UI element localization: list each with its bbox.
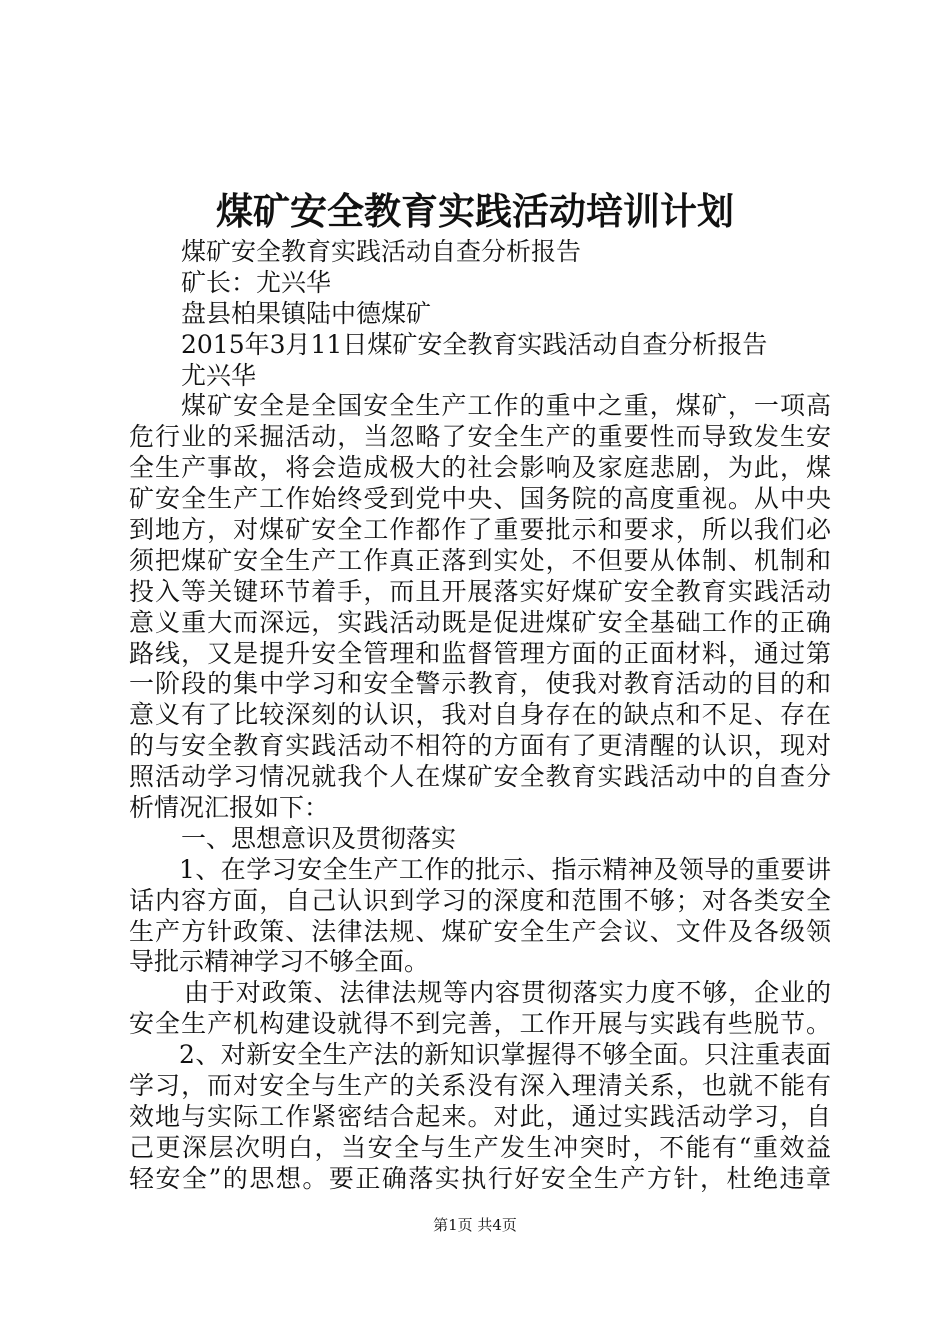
paragraph-line: 析情况汇报如下：: [129, 793, 330, 823]
paragraph-line: 危行业的采掘活动，当忽略了安全生产的重要性而导致发生安: [129, 422, 831, 452]
paragraph-line: 的与安全教育实践活动不相符的方面有了更清醒的认识，现对: [129, 731, 831, 761]
paragraph-line: 到地方，对煤矿安全工作都作了重要批示和要求，所以我们必: [129, 515, 831, 545]
paragraph-line: 导批示精神学习不够全面。: [129, 947, 430, 977]
paragraph-line: 安全生产机构建设就得不到完善，工作开展与实践有些脱节。: [129, 1009, 831, 1039]
organization-line: 盘县柏果镇陆中德煤矿: [181, 298, 432, 328]
paragraph-line: 效地与实际工作紧密结合起来。对此，通过实践活动学习，自: [129, 1101, 831, 1131]
paragraph-line: 轻安全”的思想。要正确落实执行好安全生产方针，杜绝违章: [129, 1163, 831, 1193]
date-line: 2015年3月11日煤矿安全教育实践活动自查分析报告: [181, 329, 768, 359]
paragraph-line: 生产方针政策、法律法规、煤矿安全生产会议、文件及各级领: [129, 916, 831, 946]
paragraph-line: 投入等关键环节着手，而且开展落实好煤矿安全教育实践活动: [129, 576, 831, 606]
paragraph-line: 2、对新安全生产法的新知识掌握得不够全面。只注重表面: [179, 1040, 831, 1070]
paragraph-line: 己更深层次明白，当安全与生产发生冲突时，不能有“重效益: [129, 1132, 831, 1162]
paragraph-line: 全生产事故，将会造成极大的社会影响及家庭悲剧，为此，煤: [129, 453, 831, 483]
author-line: 矿长：尤兴华: [181, 267, 332, 297]
author-name-line: 尤兴华: [181, 360, 257, 390]
paragraph-line: 由于对政策、法律法规等内容贯彻落实力度不够，企业的: [184, 978, 831, 1008]
section-heading: 一、思想意识及贯彻落实: [181, 823, 457, 853]
paragraph-line: 意义有了比较深刻的认识，我对自身存在的缺点和不足、存在: [129, 700, 831, 730]
paragraph-line: 学习，而对安全与生产的关系没有深入理清关系，也就不能有: [129, 1071, 831, 1101]
paragraph-line: 矿安全生产工作始终受到党中央、国务院的高度重视。从中央: [129, 484, 831, 514]
document-body: [129, 237, 831, 1195]
paragraph-line: 意义重大而深远，实践活动既是促进煤矿安全基础工作的正确: [129, 607, 831, 637]
document-title: 煤矿安全教育实践活动培训计划: [216, 189, 734, 233]
subtitle-line: 煤矿安全教育实践活动自查分析报告: [181, 237, 582, 266]
paragraph-line: 一阶段的集中学习和安全警示教育，使我对教育活动的目的和: [129, 669, 831, 699]
page-number-footer: 第1页 共4页: [433, 1216, 517, 1234]
paragraph-line: 须把煤矿安全生产工作真正落到实处，不但要从体制、机制和: [129, 545, 831, 575]
paragraph-line: 路线，又是提升安全管理和监督管理方面的正面材料，通过第: [129, 638, 831, 668]
paragraph-line: 话内容方面，自己认识到学习的深度和范围不够；对各类安全: [129, 885, 831, 915]
paragraph-line: 1、在学习安全生产工作的批示、指示精神及领导的重要讲: [179, 854, 831, 884]
paragraph-line: 照活动学习情况就我个人在煤矿安全教育实践活动中的自查分: [129, 762, 831, 792]
paragraph-line: 煤矿安全是全国安全生产工作的重中之重，煤矿，一项高: [181, 391, 831, 421]
